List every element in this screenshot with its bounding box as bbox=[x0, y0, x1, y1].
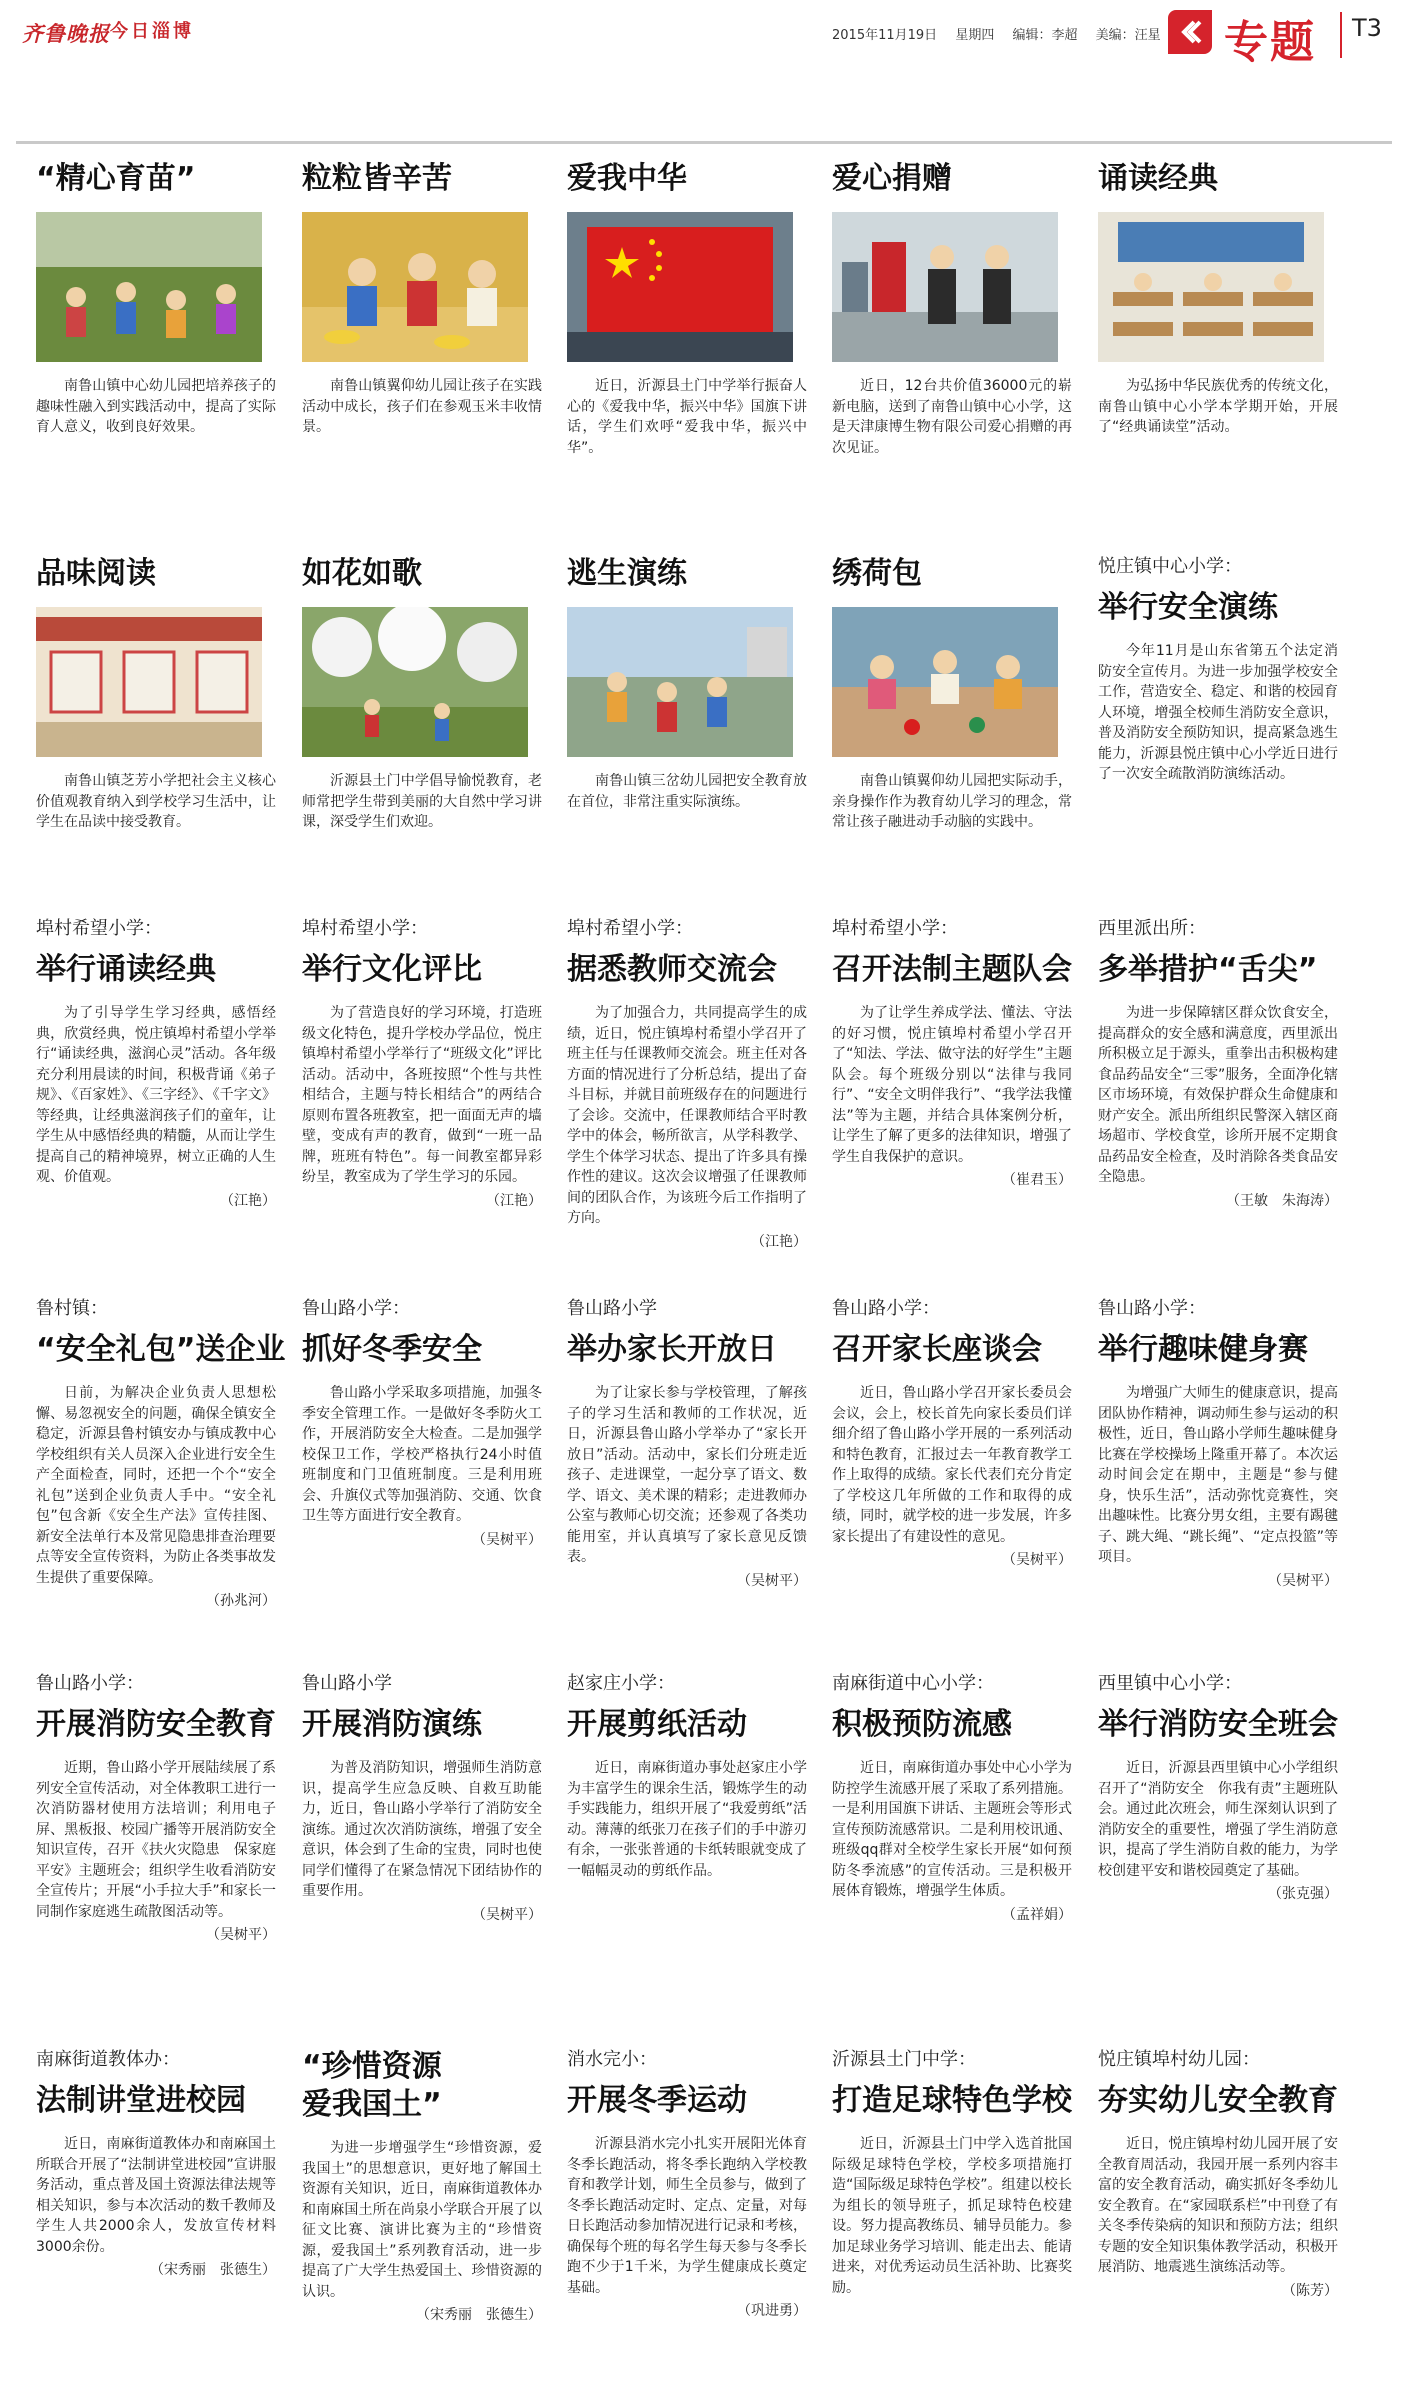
article-title: 抓好冬季安全 bbox=[302, 1332, 482, 1367]
article-title: 逃生演练 bbox=[567, 556, 687, 591]
article-photo bbox=[36, 212, 262, 362]
article-body: 为进一步保障辖区群众饮食安全，提高群众的安全感和满意度，西里派出所积极立足于源头，重拳出击积极构建食品药品安全“三零”服务，全面净化辖区市场环境，有效保护群众生命健康和财产安全。派出所组织民警深入辖区商场超市、学校食堂，诊所开展不定期食品药品安全检查，及时消除各类食品安全隐患。 bbox=[1098, 1005, 1338, 1185]
article bbox=[567, 2048, 807, 2320]
article-lead: 悦庄镇埠村幼儿园： bbox=[1098, 2049, 1260, 2070]
article-title: “珍惜资源 爱我国土” bbox=[302, 2049, 442, 2122]
article-title: 绣荷包 bbox=[832, 556, 922, 591]
article-body: 为弘扬中华民族优秀的传统文化，南鲁山镇中心小学本学期开始，开展了“经典诵读堂”活动。 bbox=[1098, 378, 1338, 435]
article-body: 为了让学生养成学法、懂法、守法的好习惯，悦庄镇埠村希望小学召开了“知法、学法、做守法的好学生”主题队会。每个班级分别以“法律与我同行”、“安全文明伴我行”、“我学法我懂法”等为主题，并结合具体案例分析，让学生了解了更多的法律知识，增强了学生自我保护的意识。 bbox=[832, 1005, 1072, 1165]
article bbox=[1098, 2048, 1338, 2300]
article-lead: 鲁山路小学： bbox=[302, 1298, 410, 1319]
article-byline: （江艳） bbox=[220, 1192, 276, 1209]
article-body: 近日，沂源县西里镇中心小学组织召开了“消防安全 你我有责”主题班队会。通过此次班会，师生深刻认识到了消防安全的重要性，增强了学生消防意识，提高了学生消防自救的能力，为学校创建平安和谐校园奠定了基础。 bbox=[1098, 1760, 1338, 1879]
article-body: 沂源县消水完小扎实开展阳光体育冬季长跑活动，将冬季长跑纳入学校教育和教学计划，师生全员参与，做到了冬季长跑活动定时、定点、定量，对每日长跑活动参加情况进行记录和考核，确保每个班的每名学生每天参与冬季长跑不少于1千米，为学生健康成长奠定基础。 bbox=[567, 2136, 807, 2296]
article-title: 爱我中华 bbox=[567, 161, 687, 196]
article bbox=[302, 917, 542, 1210]
article-lead: 西里镇中心小学： bbox=[1098, 1673, 1242, 1694]
article bbox=[567, 917, 807, 1251]
article-title: 如花如歌 bbox=[302, 556, 422, 591]
article-title: 积极预防流感 bbox=[832, 1707, 1012, 1742]
masthead bbox=[0, 0, 1409, 70]
article-body: 近日，南麻街道办事处中心小学为防控学生流感开展了采取了系列措施。一是利用国旗下讲话、主题班会等形式宣传预防流感常识。二是利用校讯通、班级qq群对全校学生家长开展“如何预防冬季流感”的宣传活动。三是积极开展体育锻炼，增强学生体质。 bbox=[832, 1760, 1072, 1899]
article-lead: 埠村希望小学： bbox=[302, 918, 428, 939]
masthead-divider bbox=[1340, 12, 1342, 58]
header-rule bbox=[16, 141, 1392, 144]
article-photo bbox=[567, 212, 793, 362]
article-byline: （江艳） bbox=[486, 1192, 542, 1209]
article bbox=[302, 1297, 542, 1549]
article-title: 据悉教师交流会 bbox=[567, 952, 777, 987]
article-byline: （崔君玉） bbox=[1002, 1172, 1072, 1188]
article-byline: （张克强） bbox=[1268, 1886, 1338, 1902]
page-number: T3 bbox=[1352, 14, 1382, 42]
editor-credit: 编辑：李超 bbox=[1012, 28, 1078, 43]
article-photo bbox=[1098, 212, 1324, 362]
article bbox=[302, 1672, 542, 1924]
article-title: 打造足球特色学校 bbox=[832, 2083, 1072, 2118]
edition-name: 今日淄博 bbox=[110, 21, 194, 42]
article-lead: 消水完小： bbox=[567, 2049, 657, 2070]
article-body: 南鲁山镇翼仰幼儿园让孩子在实践活动中成长，孩子们在参观玉米丰收情景。 bbox=[302, 378, 542, 435]
article-title: 品味阅读 bbox=[36, 556, 156, 591]
article-body: 近日，南麻街道教体办和南麻国土所联合开展了“法制讲堂进校园”宣讲服务活动，重点普及国土资源法律法规等相关知识，参与本次活动的数千教师及学生人共2000余人，发放宣传材料3000余份。 bbox=[36, 2136, 276, 2255]
newspaper-name: 齐鲁晚报 bbox=[22, 21, 110, 46]
article-title: 举行文化评比 bbox=[302, 952, 482, 987]
article-body: 南鲁山镇芝芳小学把社会主义核心价值观教育纳入到学校学习生活中，让学生在品读中接受教育。 bbox=[36, 773, 276, 830]
article bbox=[36, 160, 276, 438]
article-photo bbox=[832, 212, 1058, 362]
article bbox=[567, 1297, 807, 1590]
article bbox=[302, 160, 542, 438]
article-lead: 赵家庄小学： bbox=[567, 1673, 675, 1694]
article bbox=[36, 555, 276, 833]
article-title: 召开法制主题队会 bbox=[832, 952, 1072, 987]
article-lead: 西里派出所： bbox=[1098, 918, 1206, 939]
article-title: 举行消防安全班会 bbox=[1098, 1707, 1338, 1742]
article-byline: （吴树平） bbox=[472, 1906, 542, 1923]
article bbox=[1098, 555, 1338, 785]
article-title: 夯实幼儿安全教育 bbox=[1098, 2083, 1338, 2118]
article-body: 为普及消防知识，增强师生消防意识，提高学生应急反映、自救互助能力，近日，鲁山路小学举行了消防安全演练。通过次次消防演练，增强了安全意识，体会到了生命的宝贵，同时也使同学们懂得了在紧急情况下团结协作的重要作用。 bbox=[302, 1760, 542, 1899]
article-body: 今年11月是山东省第五个法定消防安全宣传月。为进一步加强学校安全工作，营造安全、稳定、和谐的校园育人环境，增强全校师生消防安全意识，普及消防安全预防知识，提高紧急逃生能力，沂源县悦庄镇中心小学近日进行了一次安全疏散消防演练活动。 bbox=[1098, 643, 1338, 782]
article-body: 近日，南麻街道办事处赵家庄小学为丰富学生的课余生活，锻炼学生的动手实践能力，组织开展了“我爱剪纸”活动。薄薄的纸张刀在孩子们的手中游刃有余，一张张普通的卡纸转眼就变成了一幅幅灵动的剪纸作品。 bbox=[567, 1760, 807, 1879]
article-body: 日前，为解决企业负责人思想松懈、易忽视安全的问题，确保全镇安全稳定，沂源县鲁村镇安办与镇成教中心学校组织有关人员深入企业进行安全生产全面检查，同时，还把一个个“安全礼包”送到企业负责人手中。“安全礼包”包含新《安全生产法》宣传挂图、新安全法单行本及常见隐患排查治理要点等安全宣传资料，为防止各类事故发生提供了重要保障。 bbox=[36, 1385, 276, 1586]
article bbox=[832, 1297, 1072, 1569]
article bbox=[567, 160, 807, 458]
article bbox=[36, 1672, 276, 1944]
article-body: 南鲁山镇中心幼儿园把培养孩子的趣味性融入到实践活动中，提高了实际育人意义，收到良好效果。 bbox=[36, 378, 276, 435]
article-byline: （吴树平） bbox=[1002, 1552, 1072, 1568]
article-byline: （孟祥娟） bbox=[1002, 1906, 1072, 1923]
article bbox=[567, 555, 807, 812]
article-title: 举行安全演练 bbox=[1098, 590, 1278, 625]
article-photo bbox=[832, 607, 1058, 757]
article-body: 南鲁山镇翼仰幼儿园把实际动手，亲身操作作为教育幼儿学习的理念，常常让孩子融进动手动脑的实践中。 bbox=[832, 773, 1072, 830]
article-lead: 鲁村镇： bbox=[36, 1298, 108, 1319]
article-title: 多举措护“舌尖” bbox=[1098, 952, 1318, 987]
article bbox=[832, 555, 1072, 833]
article-byline: （宋秀丽 张德生） bbox=[416, 2307, 542, 2323]
article-body: 近日，悦庄镇埠村幼儿园开展了安全教育周活动，我园开展一系列内容丰富的安全教育活动，确实抓好冬季幼儿安全教育。在“家园联系栏”中刊登了有关冬季传染病的知识和预防方法；组织专题的安全知识集体教学活动，积极开展消防、地震逃生演练活动等。 bbox=[1098, 2136, 1338, 2275]
article-body: 为了引导学生学习经典，感悟经典，欣赏经典，悦庄镇埠村希望小学举行“诵读经典，滋润心灵”活动。各年级充分利用晨读的时间，积极背诵《弟子规》、《百家姓》、《三字经》、《千字文》等经典，让经典滋润孩子们的童年，让学生从中感悟经典的精髓，从而让学生提高自己的精神境界，树立正确的人生观、价值观。 bbox=[36, 1005, 276, 1185]
article bbox=[36, 2048, 276, 2279]
article-body: 沂源县土门中学倡导愉悦教育，老师常把学生带到美丽的大自然中学习讲课，深受学生们欢迎。 bbox=[302, 773, 542, 830]
article-title: “安全礼包”送企业 bbox=[36, 1332, 286, 1367]
article-lead: 鲁山路小学： bbox=[36, 1673, 144, 1694]
article-photo bbox=[302, 607, 528, 757]
article-body: 为了营造良好的学习环境，打造班级文化特色，提升学校办学品位，悦庄镇埠村希望小学举行了“班级文化”评比活动。活动中，各班按照“个性与共性相结合，主题与特长相结合”的两结合原则布置各班教室，把一面面无声的墙壁，变成有声的教育，做到“一班一品牌，班班有特色”。每一间教室都异彩纷呈，教室成为了学生学习的乐园。 bbox=[302, 1005, 542, 1185]
article-byline: （吴树平） bbox=[472, 1531, 542, 1548]
article bbox=[36, 1297, 286, 1610]
article-body: 近日，鲁山路小学召开家长委员会会议，会上，校长首先向家长委员们详细介绍了鲁山路小学开展的一系列活动和特色教育，汇报过去一年教育教学工作上取得的成绩。家长代表们充分肯定了学校这几年所做的工作和取得的成绩，同时，就学校的进一步发展，许多家长提出了有建设性的意见。 bbox=[832, 1385, 1072, 1545]
article-lead: 埠村希望小学： bbox=[832, 918, 958, 939]
article bbox=[832, 160, 1072, 458]
article-byline: （孙兆河） bbox=[206, 1593, 276, 1609]
article bbox=[832, 917, 1072, 1189]
article-body: 为进一步增强学生“珍惜资源，爱我国土”的思想意识，更好地了解国土资源有关知识，近日，南麻街道教体办和南麻国土所在尚泉小学联合开展了以征文比赛、演讲比赛为主的“珍惜资源，爱我国土”系列教育活动，进一步提高了广大学生热爱国土、珍惜资源的认识。 bbox=[302, 2140, 542, 2300]
section-title: 专题 bbox=[1224, 17, 1316, 68]
issue-weekday: 星期四 bbox=[955, 28, 995, 43]
article-title: 爱心捐赠 bbox=[832, 161, 952, 196]
article-title: 诵读经典 bbox=[1098, 161, 1218, 196]
article-body: 近日，12台共价值36000元的崭新电脑，送到了南鲁山镇中心小学，这是天津康博生物有限公司爱心捐赠的再次见证。 bbox=[832, 378, 1072, 456]
article-title: 举办家长开放日 bbox=[567, 1332, 777, 1367]
article bbox=[1098, 1672, 1338, 1903]
article-photo bbox=[36, 607, 262, 757]
article-title: 举行诵读经典 bbox=[36, 952, 216, 987]
article bbox=[36, 917, 276, 1210]
article-lead: 埠村希望小学： bbox=[36, 918, 162, 939]
article-title: 开展冬季运动 bbox=[567, 2083, 747, 2118]
article-photo bbox=[567, 607, 793, 757]
designer-credit: 美编：汪星 bbox=[1095, 28, 1161, 43]
article-byline: （陈芳） bbox=[1282, 2282, 1338, 2299]
article-byline: （吴树平） bbox=[737, 1572, 807, 1589]
article bbox=[1098, 160, 1338, 438]
article-byline: （吴树平） bbox=[1268, 1572, 1338, 1589]
article-body: 为了让家长参与学校管理，了解孩子的学习生活和教师的工作状况，近日，沂源县鲁山路小学举办了“家长开放日”活动。活动中，家长们分班走近孩子、走进课堂，一起分享了语文、数学、语文、美术课的精彩；走进教师办公室与教师心切交流；还参观了各类功能用室，并认真填写了家长意见反馈表。 bbox=[567, 1385, 807, 1565]
article-title: 召开家长座谈会 bbox=[832, 1332, 1042, 1367]
masthead-meta bbox=[832, 24, 1175, 43]
article-title: 开展剪纸活动 bbox=[567, 1707, 747, 1742]
article-body: 南鲁山镇三岔幼儿园把安全教育放在首位，非常注重实际演练。 bbox=[567, 773, 807, 810]
section-logo-icon bbox=[1168, 10, 1212, 54]
article bbox=[302, 2048, 542, 2324]
article bbox=[302, 555, 542, 833]
article bbox=[567, 1672, 807, 1881]
article-lead: 埠村希望小学： bbox=[567, 918, 693, 939]
article bbox=[832, 2048, 1072, 2298]
issue-date: 2015年11月19日 bbox=[832, 28, 938, 43]
article-title: 开展消防安全教育 bbox=[36, 1707, 276, 1742]
article-lead: 鲁山路小学： bbox=[832, 1298, 940, 1319]
article-body: 为增强广大师生的健康意识，提高团队协作精神，调动师生参与运动的积极性，近日，鲁山路小学师生趣味健身比赛在学校操场上隆重开幕了。本次运动时间会定在期中，主题是“参与健身，快乐生活”，活动弥忱竞赛性，突出趣味性。比赛分男女组，主要有踢毽子、跳大绳、“跳长绳”、“定点投篮”等项目。 bbox=[1098, 1385, 1338, 1565]
article-lead: 悦庄镇中心小学： bbox=[1098, 556, 1242, 577]
article bbox=[832, 1672, 1072, 1924]
article-lead: 鲁山路小学 bbox=[567, 1298, 657, 1319]
article bbox=[1098, 917, 1338, 1210]
article-lead: 南麻街道教体办： bbox=[36, 2049, 180, 2070]
article-title: 粒粒皆辛苦 bbox=[302, 161, 452, 196]
article-byline: （宋秀丽 张德生） bbox=[150, 2262, 276, 2278]
article-body: 鲁山路小学采取多项措施，加强冬季安全管理工作。一是做好冬季防火工作，开展消防安全大检查。二是加强学校保卫工作，学校严格执行24小时值班制度和门卫值班制度。三是利用班会、升旗仪式等加强消防、交通、饮食卫生等方面进行安全教育。 bbox=[302, 1385, 542, 1524]
article-byline: （巩进勇） bbox=[737, 2303, 807, 2319]
article-body: 近期，鲁山路小学开展陆续展了系列安全宣传活动，对全体教职工进行一次消防器材使用方法培训；利用电子屏、黑板报、校园广播等开展消防安全知识宣传，召开《扶火灾隐患 保家庭平安》主题班会；组织学生收看消防安全宣传片；开展“小手拉大手”和家长一同制作家庭逃生疏散图活动等。 bbox=[36, 1760, 276, 1920]
article-photo bbox=[302, 212, 528, 362]
article bbox=[1098, 1297, 1338, 1590]
article-title: 开展消防演练 bbox=[302, 1707, 482, 1742]
article-body: 为了加强合力，共同提高学生的成绩，近日，悦庄镇埠村希望小学召开了班主任与任课教师交流会。班主任对各方面的情况进行了分析总结，提出了奋斗目标，并就目前班级存在的问题进行了会诊。交流中，任课教师结合平时教学中的体会，畅所欲言，从学科教学、学生个体学习状态、提出了许多具有操作性的建议。这次会议增强了任课教师间的团队合作，为该班今后工作指明了方向。 bbox=[567, 1005, 807, 1226]
article-title: 法制讲堂进校园 bbox=[36, 2083, 246, 2118]
article-byline: （江艳） bbox=[751, 1233, 807, 1250]
article-byline: （王敏 朱海涛） bbox=[1226, 1192, 1338, 1209]
article-title: 举行趣味健身赛 bbox=[1098, 1332, 1308, 1367]
article-body: 近日，沂源县土门中学举行振奋人心的《爱我中华，振兴中华》国旗下讲话，学生们欢呼“爱我中华，振兴中华”。 bbox=[567, 378, 807, 456]
article-lead: 沂源县土门中学： bbox=[832, 2049, 976, 2070]
article-title: “精心育苗” bbox=[36, 161, 196, 196]
article-body: 近日，沂源县土门中学入选首批国际级足球特色学校，学校多项措施打造“国际级足球特色学校”。组建以校长为组长的领导班子，抓足球特色校建设。努力提高教练员、辅导员能力。参加足球业务学习培训、能走出去、能请进来，对优秀运动员生活补助、比赛奖励。 bbox=[832, 2136, 1072, 2296]
article-byline: （吴树平） bbox=[206, 1927, 276, 1943]
article-lead: 鲁山路小学 bbox=[302, 1673, 392, 1694]
article-lead: 鲁山路小学： bbox=[1098, 1298, 1206, 1319]
article-lead: 南麻街道中心小学： bbox=[832, 1673, 994, 1694]
